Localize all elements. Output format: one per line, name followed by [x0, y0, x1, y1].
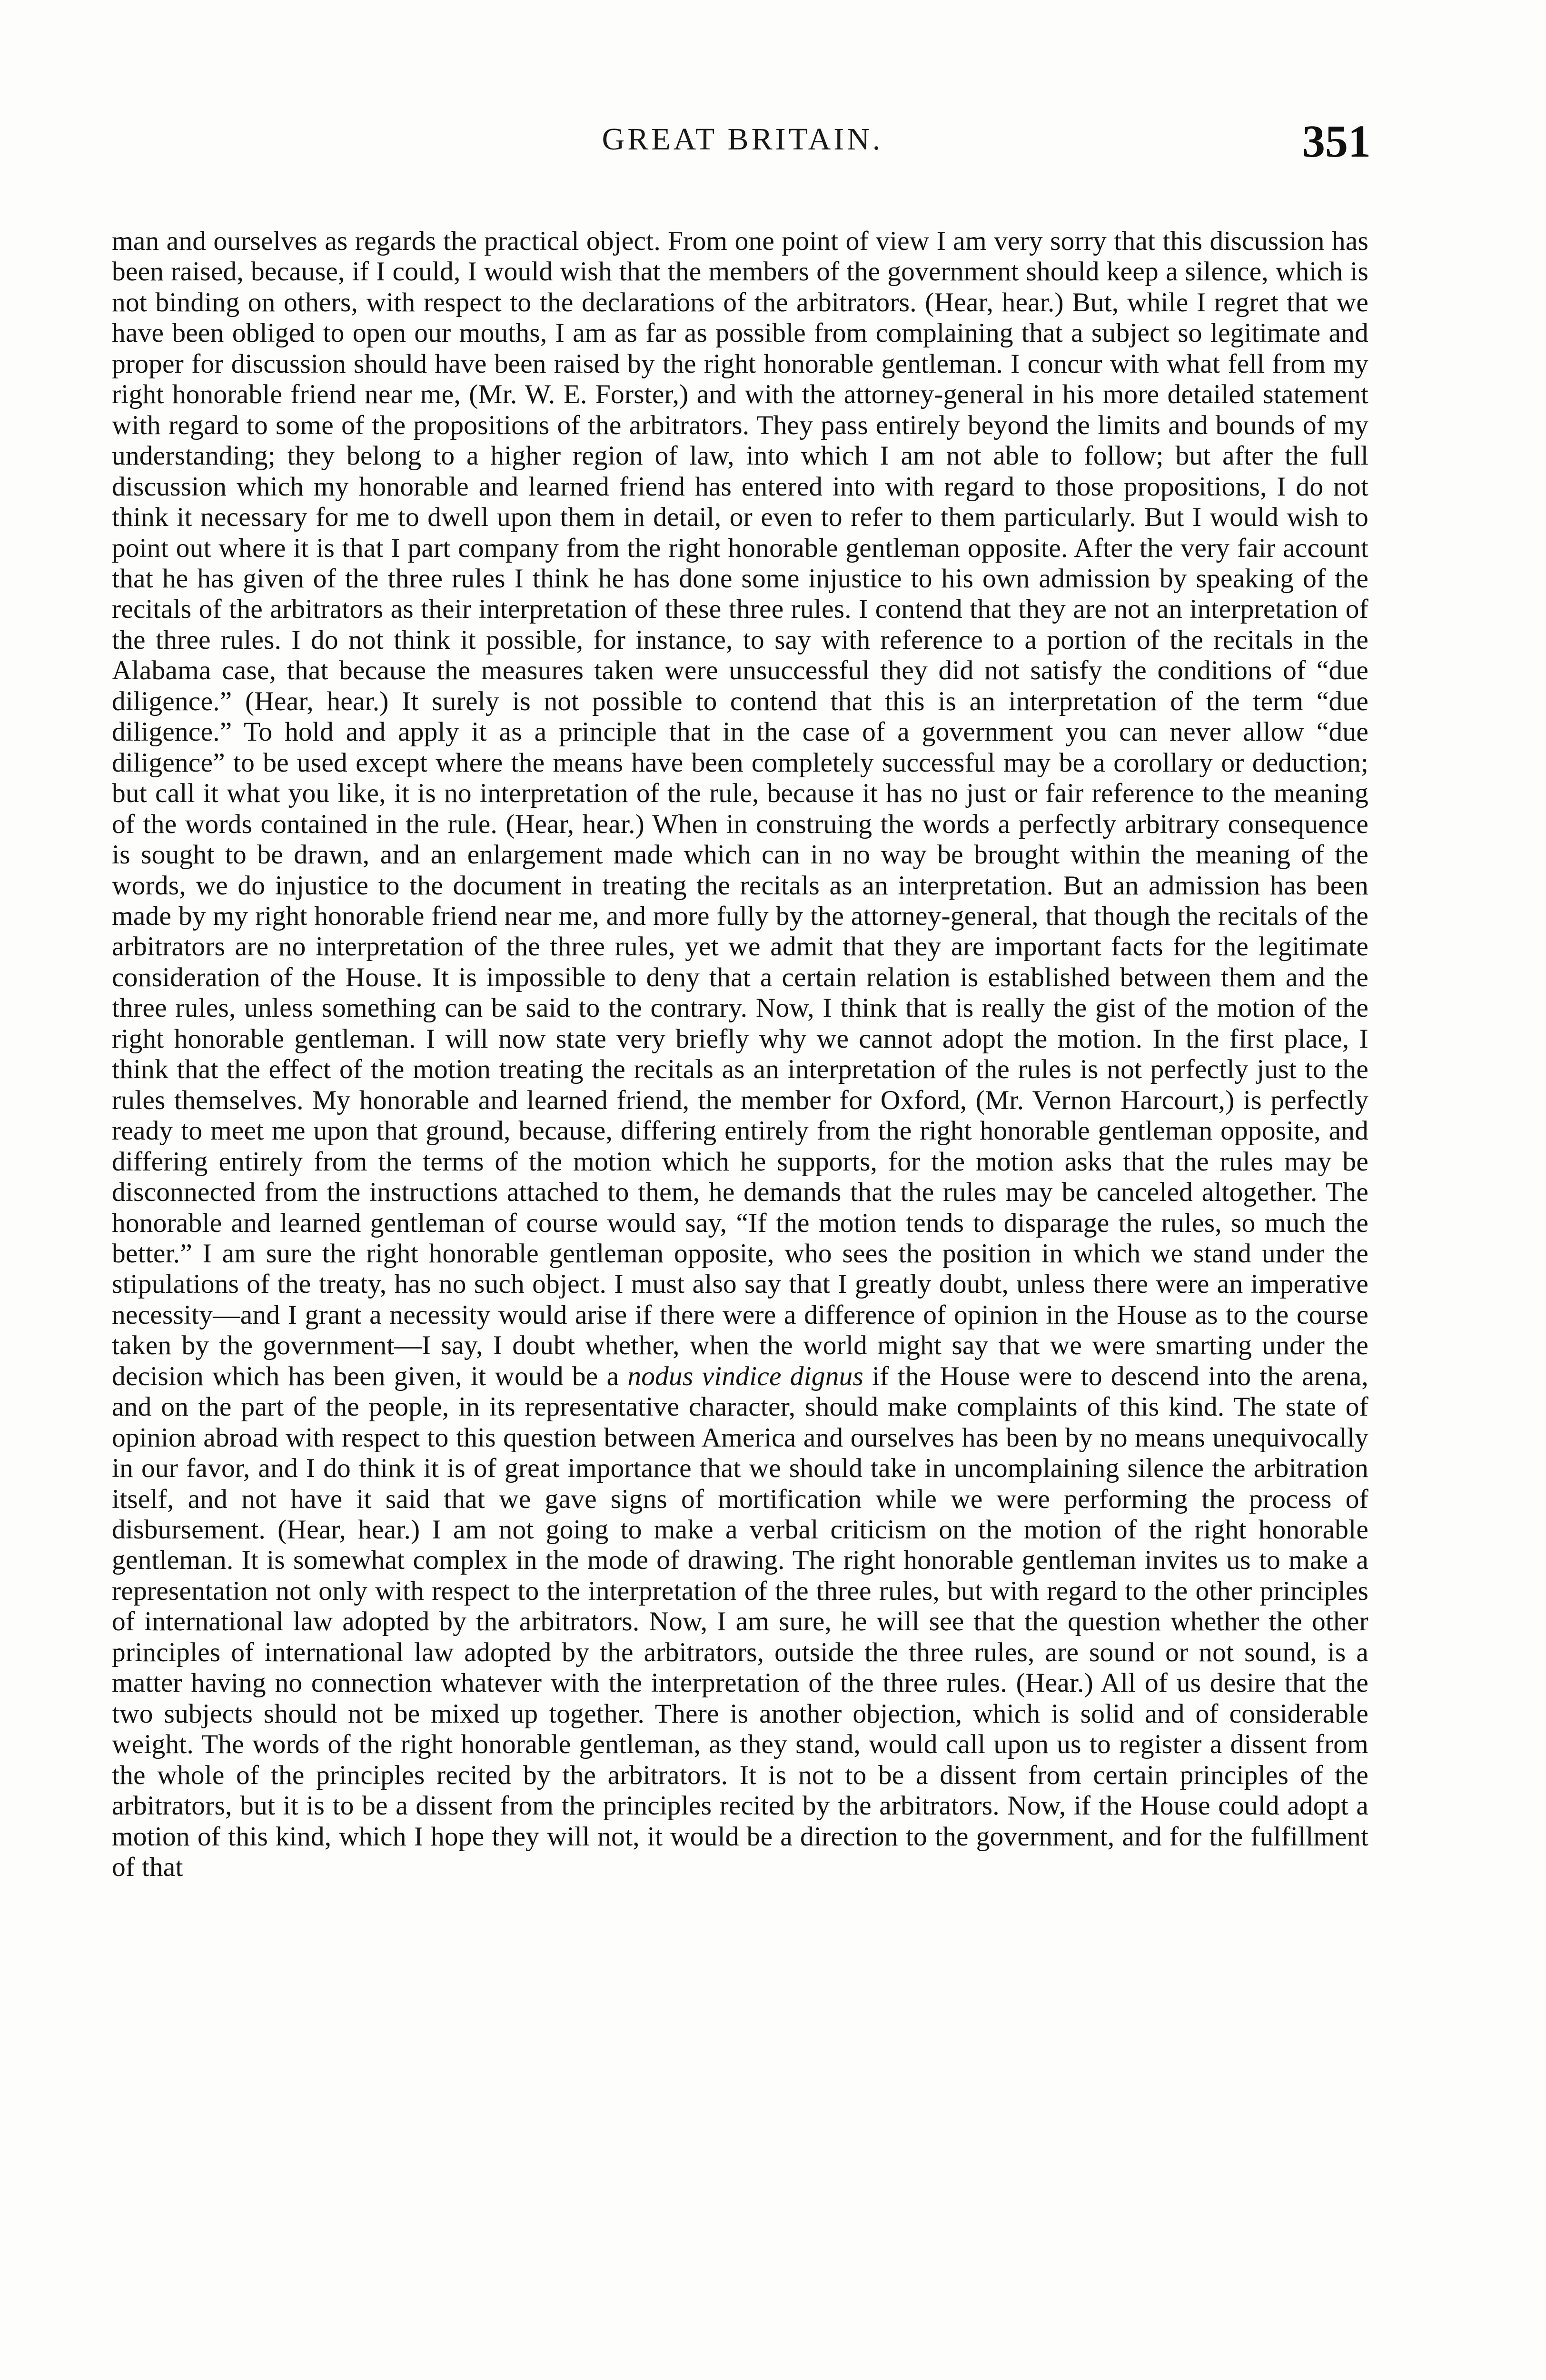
page-header — [114, 116, 1371, 188]
page-number: 351 — [1302, 116, 1371, 167]
latin-phrase: nodus vindice dignus — [627, 1361, 864, 1391]
body-text — [112, 226, 1368, 1883]
text-segment-2: if the House were to descend into the arena, and on the part of the people, in its representative character, should make complaints of this kind. The state of opinion abroad with respect to this question between America and ourselves has been by no means unequivocally in our favor, and I do think it is of great importance that we should take in uncomplaining silence the arbitration itself, and not have it said that we gave signs of mortification while we were performing the process of disbursement. (Hear, hear.) I am not going to make a verbal criticism on the motion of the right honorable gentleman. It is somewhat complex in the mode of drawing. The right honorable gentleman invites us to make a representation not only with respect to the interpretation of the three rules, but with regard to the other principles of international law adopted by the arbitrators. Now, I am sure, he will see that the question whether the other principles of international law adopted by the arbitrators, outside the three rules, are sound or not sound, is a matter having no connection whatever with the interpretation of the three rules. (Hear.) All of us desire that the two subjects should not be mixed up together. There is another objection, which is solid and of considerable weight. The words of the right honorable gentleman, as they stand, would call upon us to register a dissent from the whole of the principles recited by the arbitrators. It is not to be a dissent from certain principles of the arbitrators, but it is to be a dissent from the principles recited by the arbitrators. Now, if the House could adopt a motion of this kind, which I hope they will not, it would be a direction to the government, and for the fulfillment of that — [112, 1361, 1368, 1883]
text-segment-1: man and ourselves as regards the practical object. From one point of view I am very sorry that this discussion has been raised, because, if I could, I would wish that the members of the government should keep a silence, which is not binding on others, with respect to the declarations of the arbitrators. (Hear, hear.) But, while I regret that we have been obliged to open our mouths, I am as far as possible from complaining that a subject so legitimate and proper for discussion should have been raised by the right honorable gentleman. I concur with what fell from my right honorable friend near me, (Mr. W. E. Forster,) and with the attorney-general in his more detailed statement with regard to some of the propositions of the arbitrators. They pass entirely beyond the limits and bounds of my understanding; they belong to a higher region of law, into which I am not able to follow; but after the full discussion which my honorable and learned friend has entered into with regard to those propositions, I do not think it necessary for me to dwell upon them in detail, or even to refer to them particularly. But I would wish to point out where it is that I part company from the right honorable gentleman opposite. After the very fair account that he has given of the three rules I think he has done some injustice to his own admission by speaking of the recitals of the arbitrators as their interpretation of these three rules. I contend that they are not an interpretation of the three rules. I do not think it possible, for instance, to say with reference to a portion of the recitals in the Alabama case, that because the measures taken were unsuccessful they did not satisfy the conditions of “due diligence.” (Hear, hear.) It surely is not possible to contend that this is an interpretation of the term “due diligence.” To hold and apply it as a principle that in the case of a government you can never allow “due diligence” to be used except where the means have been completely successful may be a corollary or deduction; but call it what you like, it is no interpretation of the rule, because it has no just or fair reference to the meaning of the words contained in the rule. (Hear, hear.) When in construing the words a perfectly arbitrary consequence is sought to be drawn, and an enlargement made which can in no way be brought within the meaning of the words, we do injustice to the document in treating the recitals as an interpretation. But an admission has been made by my right honorable friend near me, and more fully by the attorney-general, that though the recitals of the arbitrators are no interpretation of the three rules, yet we admit that they are important facts for the legitimate consideration of the House. It is impossible to deny that a certain relation is established between them and the three rules, unless something can be said to the contrary. Now, I think that is really the gist of the motion of the right honorable gentleman. I will now state very briefly why we cannot adopt the motion. In the first place, I think that the effect of the motion treating the recitals as an interpretation of the rules is not perfectly just to the rules themselves. My honorable and learned friend, the member for Oxford, (Mr. Vernon Harcourt,) is perfectly ready to meet me upon that ground, because, differing entirely from the right honorable gentleman opposite, and differing entirely from the terms of the motion which he supports, for the motion asks that the rules may be disconnected from the instructions attached to them, he demands that the rules may be canceled altogether. The honorable and learned gentleman of course would say, “If the motion tends to disparage the rules, so much the better.” I am sure the right honorable gentleman opposite, who sees the position in which we stand under the stipulations of the treaty, has no such object. I must also say that I greatly doubt, unless there were an imperative necessity—and I grant a necessity would arise if there were a difference of opinion in the House as to the course taken by the government—I say, I doubt whether, when the world might say that we were smarting under the decision which has been given, it would be a — [112, 226, 1368, 1391]
paragraph — [112, 226, 1368, 1883]
running-head: GREAT BRITAIN. — [602, 122, 883, 157]
